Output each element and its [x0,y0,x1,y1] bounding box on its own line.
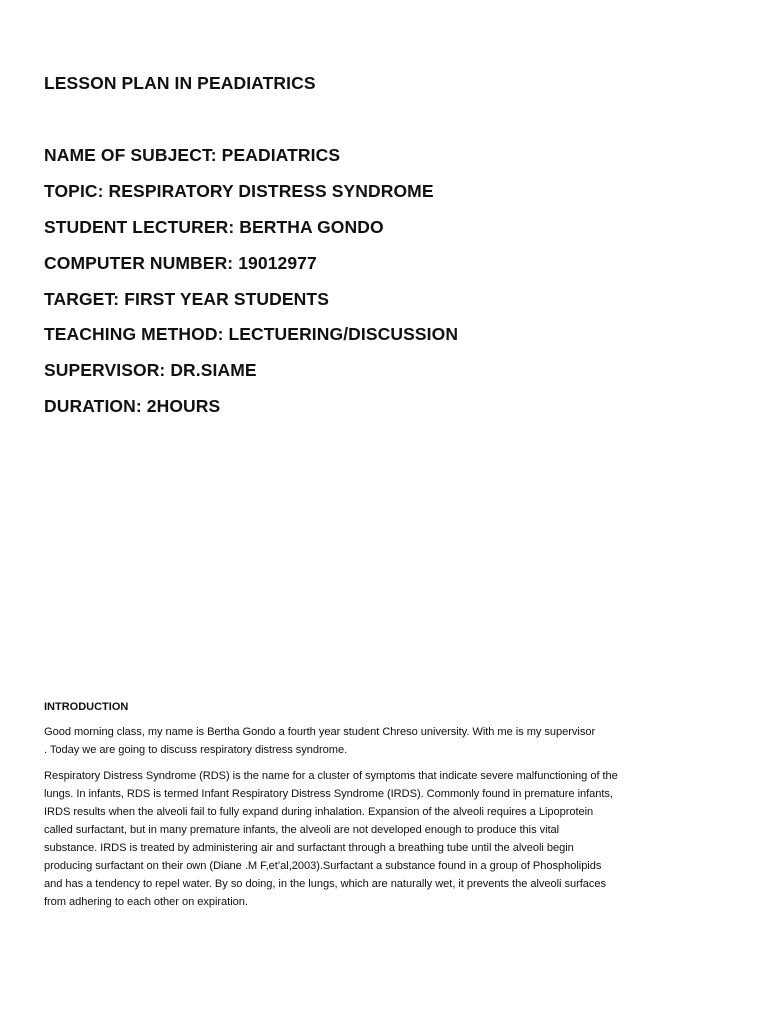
paragraph-line: producing surfactant on their own (Diane .M F,et’al,2003).Surfactant a substance found in a group of Phospholipids [44,860,602,872]
field-target: TARGET: FIRST YEAR STUDENTS [44,288,329,309]
paragraph-line: and has a tendency to repel water. By so doing, in the lungs, which are naturally wet, it prevents the alveoli surfaces [44,878,607,890]
lesson-details [44,145,458,432]
field-duration: DURATION: 2HOURS [44,396,221,417]
introduction-paragraph-1 [44,723,704,759]
paragraph-line: from adhering to each other on expiration. [44,896,248,908]
paragraph-line: lungs. In infants, RDS is termed Infant Respiratory Distress Syndrome (IRDS). Commonly found in premature infants, [44,788,613,800]
paragraph-line: called surfactant, but in many premature infants, the alveoli are not developed enough to produce this vital [44,824,560,836]
paragraph-line: substance. IRDS is treated by administering air and surfactant through a breathing tube until the alveoli begin [44,842,574,854]
paragraph-line: Good morning class, my name is Bertha Gondo a fourth year student Chreso university. With me is my supervisor [44,726,596,738]
field-computer-number: COMPUTER NUMBER: 19012977 [44,252,317,273]
paragraph-line: IRDS results when the alveoli fail to fully expand during inhalation. Expansion of the alveoli requires a Lipoprotein [44,806,594,818]
introduction-paragraph-2 [44,767,704,911]
field-topic: TOPIC: RESPIRATORY DISTRESS SYNDROME [44,180,434,201]
field-subject: NAME OF SUBJECT: PEADIATRICS [44,145,341,165]
introduction-section [44,700,704,919]
document-title: LESSON PLAN IN PEADIATRICS [44,73,316,93]
field-teaching-method: TEACHING METHOD: LECTUERING/DISCUSSION [44,324,459,345]
field-student-lecturer: STUDENT LECTURER: BERTHA GONDO [44,216,384,237]
introduction-heading: INTRODUCTION [44,701,129,713]
paragraph-line: Respiratory Distress Syndrome (RDS) is the name for a cluster of symptoms that indicate severe malfunctioning of the [44,770,618,782]
field-supervisor: SUPERVISOR: DR.SIAME [44,360,257,381]
paragraph-line: . Today we are going to discuss respiratory distress syndrome. [44,744,348,756]
